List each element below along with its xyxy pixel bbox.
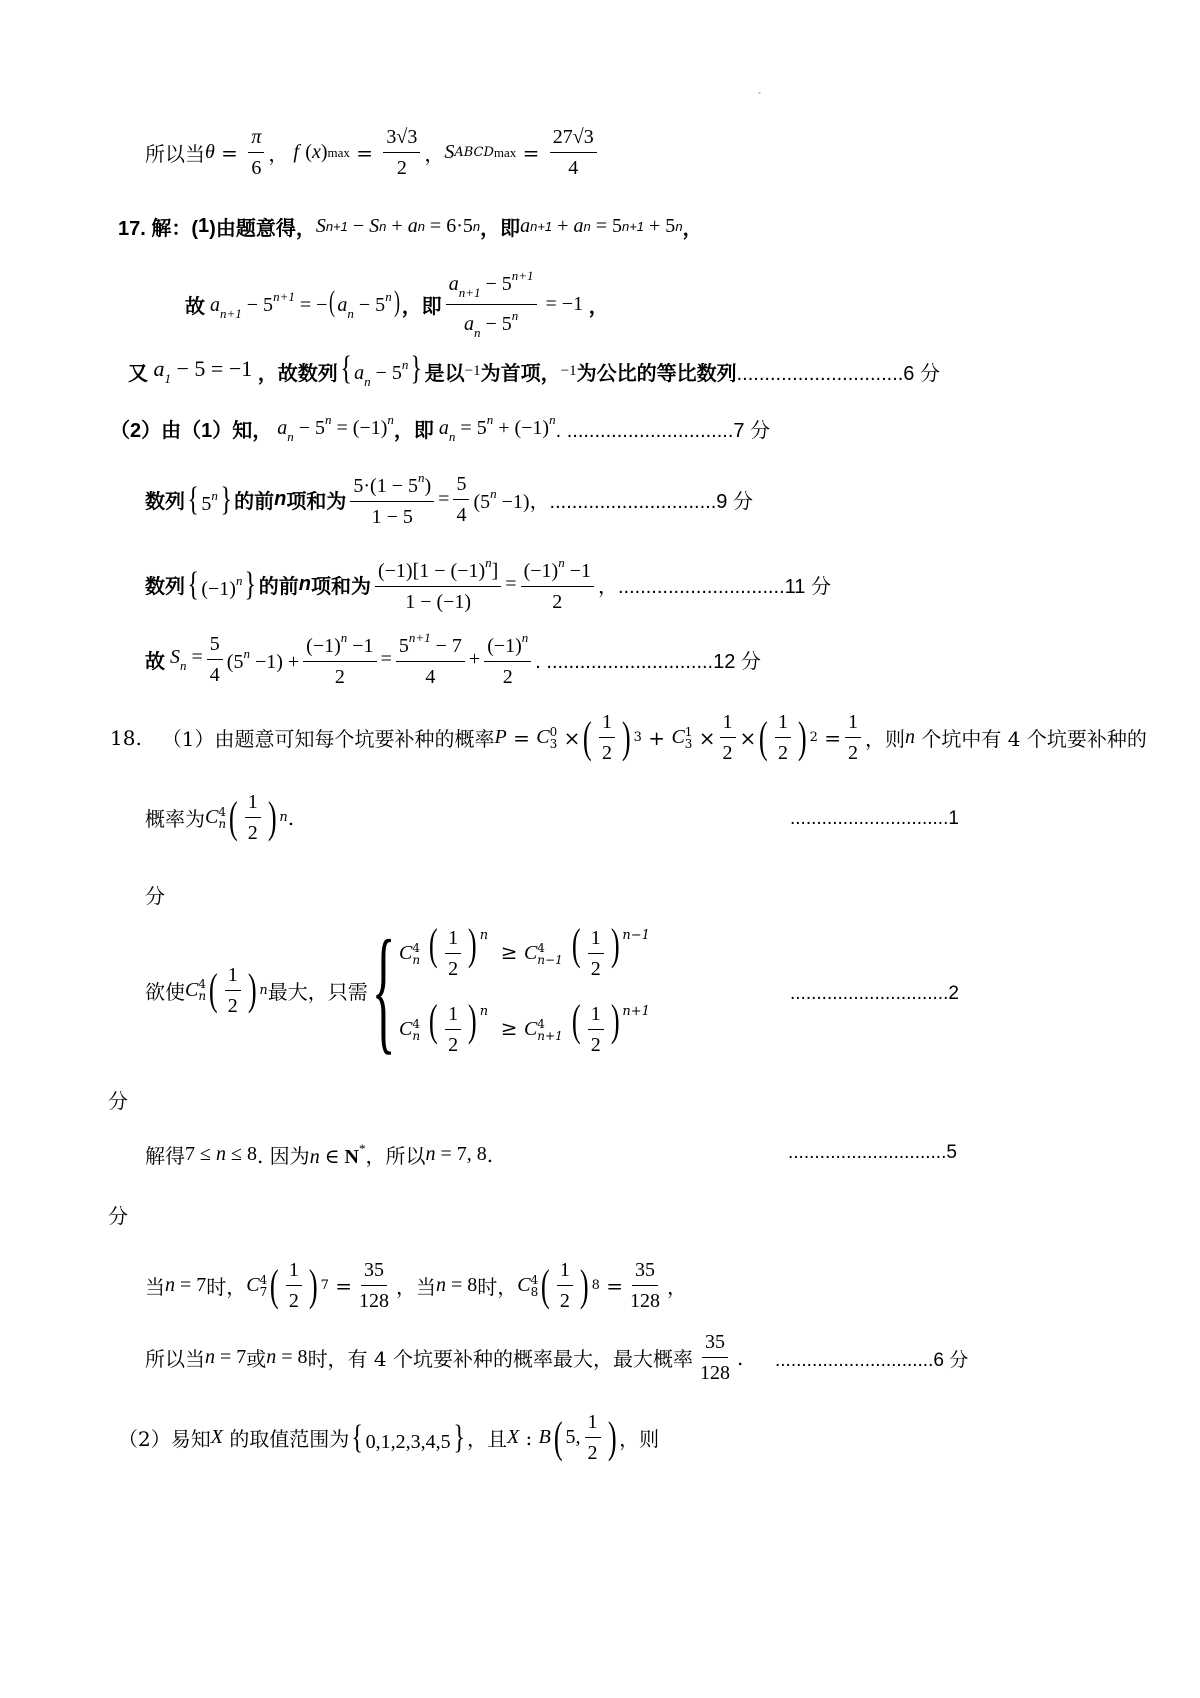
text: ..............................5 [788, 1142, 957, 1163]
text: −1 [560, 362, 577, 379]
text: 概率为 [145, 807, 205, 831]
text: 个坑中有 4 个坑要补种的 [921, 727, 1147, 751]
text: 时， [206, 1275, 247, 1299]
text: ，所以 [365, 1144, 426, 1168]
text: 数列 [145, 576, 185, 598]
text: 所以当 [145, 1347, 205, 1371]
text: 18. [110, 725, 142, 750]
text: 时， [477, 1275, 518, 1299]
q18-part2: （2）易知 X 的取值范围为 { 0,1,2,3,4,5} ，且 X : B ( 5, $\frac{1}{2}$ ) ，则 [118, 1411, 660, 1464]
q18-line3: 欲使 C 4 n ( $\frac{1}{2}$ ) n 最大，只需 { C 4 n ( $\frac{1}{2}$ ) $^n$ ≥ C 4 n−1 ( $\frac{1}{2}$ ) $^{n-1}$ C 4 n ( $\frac{1}{2}$ ) $^n$ ≥ C 4 n+1 ( $\frac{1}{2}$ ) $^{n+1}$ [145, 912, 650, 1067]
text: ，即 [393, 420, 434, 442]
text: ..............................6 分 [736, 362, 940, 385]
text: 欲使 [145, 979, 185, 1004]
text: 故 [185, 295, 205, 318]
text: ，则 [619, 1427, 660, 1451]
q17-line2: 故 $a_{n+1} - 5^{n+1}$ = −( $a_n - 5^n$) ，即 $\frac{a_{n+1} - 5^{n+1}}{a_n - 5^n}$ = −1 ， [185, 268, 609, 340]
text: 为首项， [480, 362, 561, 385]
text: 或 [246, 1347, 267, 1371]
q17-sum1: 数列 { 5$^n$} 的前 n 项和为 $\frac{5\cdot(1 - 5^n)}{1 - 5}$ = $\frac{5}{4}$ $(5^n -1)$ ，..............................9 分 [145, 470, 753, 528]
text: ，..............................11 分 [597, 576, 831, 598]
text: ..............................1 [790, 808, 959, 829]
q17-sum2: 数列 { $(-1)^n$} 的前 n 项和为 $\frac{(-1)[1 - (-1)^n]}{1 - (-1)}$ = $\frac{(-1)^n -1}{2}$ ，..............................11 分 [145, 555, 831, 613]
text: 的前 [258, 576, 299, 598]
text: 是以 [424, 362, 465, 385]
text: 故 [145, 651, 165, 673]
text: ，..............................9 分 [529, 491, 753, 513]
text: ， [682, 218, 703, 240]
q17-part2: （2）由（1）知， $a_n - 5^n = (-1)^n$ ，即 $a_n = 5^n + (-1)^n$ . ..............................7 分 [110, 412, 771, 444]
text: 时，有 4 个坑要补种的概率最大，最大概率 [307, 1347, 694, 1371]
text: ，当 [395, 1275, 436, 1299]
text: 为公比的等比数列 [576, 362, 737, 385]
text: 又 [128, 362, 148, 385]
text: ，且 [466, 1427, 507, 1451]
text: 的前 [234, 491, 275, 513]
text: 17. 解：( [118, 218, 199, 240]
text: 当 [145, 1275, 165, 1299]
text: 分 [108, 1206, 128, 1228]
text: 所以当 [145, 142, 205, 166]
text: 分 [145, 886, 165, 908]
q18-when: 当 n = 7 时， C 4 7 ( $\frac{1}{2}$ ) 7 = $\frac{35}{128}$ ，当 n = 8 时， C 4 8 ( $\frac{1}{2}$ ) 8 = $\frac{35}{128}$ ， [145, 1259, 687, 1312]
q17-line1: 17. 解：( 1 )由题意得， S n+1 − S n + a n = 6·5 n ，即 a n+1 + a n = 5 n+1 + 5 n ， [118, 212, 703, 241]
text: 项和为 [310, 576, 371, 598]
text: （2）由（1）知， [110, 420, 273, 442]
text: . ..............................7 分 [555, 420, 771, 442]
text: （1）由题意可知每个坑要补种的概率 [161, 727, 495, 751]
text: . ..............................12 分 [535, 651, 761, 673]
text: ，即 [480, 218, 521, 240]
line-theta-max: 所以当 θ = $\frac{\pi}{6}$ ， f ( x ) max = $\frac{3√3}{2}$ ， S ABCD max = $\frac{27√3}{4}$ [145, 125, 601, 180]
q17-total: 故 $S_n$ = $\frac{5}{4}$ $(5^n -1)$ + $\frac{(-1)^n -1}{2}$ = $\frac{5^{n+1} - 7}{4}$ + $\frac{(-1)^n}{2}$ . ..............................12 分 [145, 630, 761, 688]
text: 解得 [145, 1144, 185, 1168]
text: 分 [108, 1091, 128, 1113]
text: −1 [464, 362, 481, 379]
text: 最大，只需 [267, 979, 368, 1004]
text: 的取值范围为 [229, 1427, 350, 1451]
q18-conclusion: 所以当 n = 7 或 n = 8 时，有 4 个坑要补种的概率最大，最大概率 $\frac{35}{128}$ . [145, 1331, 744, 1384]
text: ，故数列 [257, 362, 338, 385]
q18-solve: 解得 7 ≤ n ≤ 8 . 因为 n ∈ N* ，所以 n = 7, 8 . [145, 1140, 494, 1168]
q18-line1: 18. （1）由题意可知每个坑要补种的概率 P = C 0 3 × ( $\frac{1}{2}$ ) 3 + C 1 3 × $\frac{1}{2}$ × ( $\frac{1}{2}$ ) 2 = $\frac{1}{2}$ ，则 n 个坑中有 4 个坑要补种的 [110, 711, 1147, 764]
text: ，则 [865, 727, 906, 751]
text: ， [268, 142, 289, 166]
text: ，即 [401, 295, 442, 318]
stray-mark: ° [758, 92, 761, 99]
text: n [274, 488, 287, 510]
text: n [298, 573, 311, 595]
text: 项和为 [286, 491, 347, 513]
q18-line2: 概率为 C 4 n ( $\frac{1}{2}$ ) n . [145, 791, 295, 844]
q17-line3: 又 $a_1 - 5 = -1$ ，故数列 { $a_n - 5^n$} 是以 −1 为首项， −1 为公比的等比数列 ..............................6 分 [128, 350, 940, 389]
text: . 因为 [256, 1144, 310, 1168]
text: )由题意得， [209, 218, 316, 240]
text: ..............................2 [790, 983, 959, 1004]
text: 数列 [145, 491, 185, 513]
text: ..............................6 分 [775, 1350, 969, 1371]
text: （2）易知 [118, 1427, 211, 1451]
text: 1 [198, 215, 210, 237]
